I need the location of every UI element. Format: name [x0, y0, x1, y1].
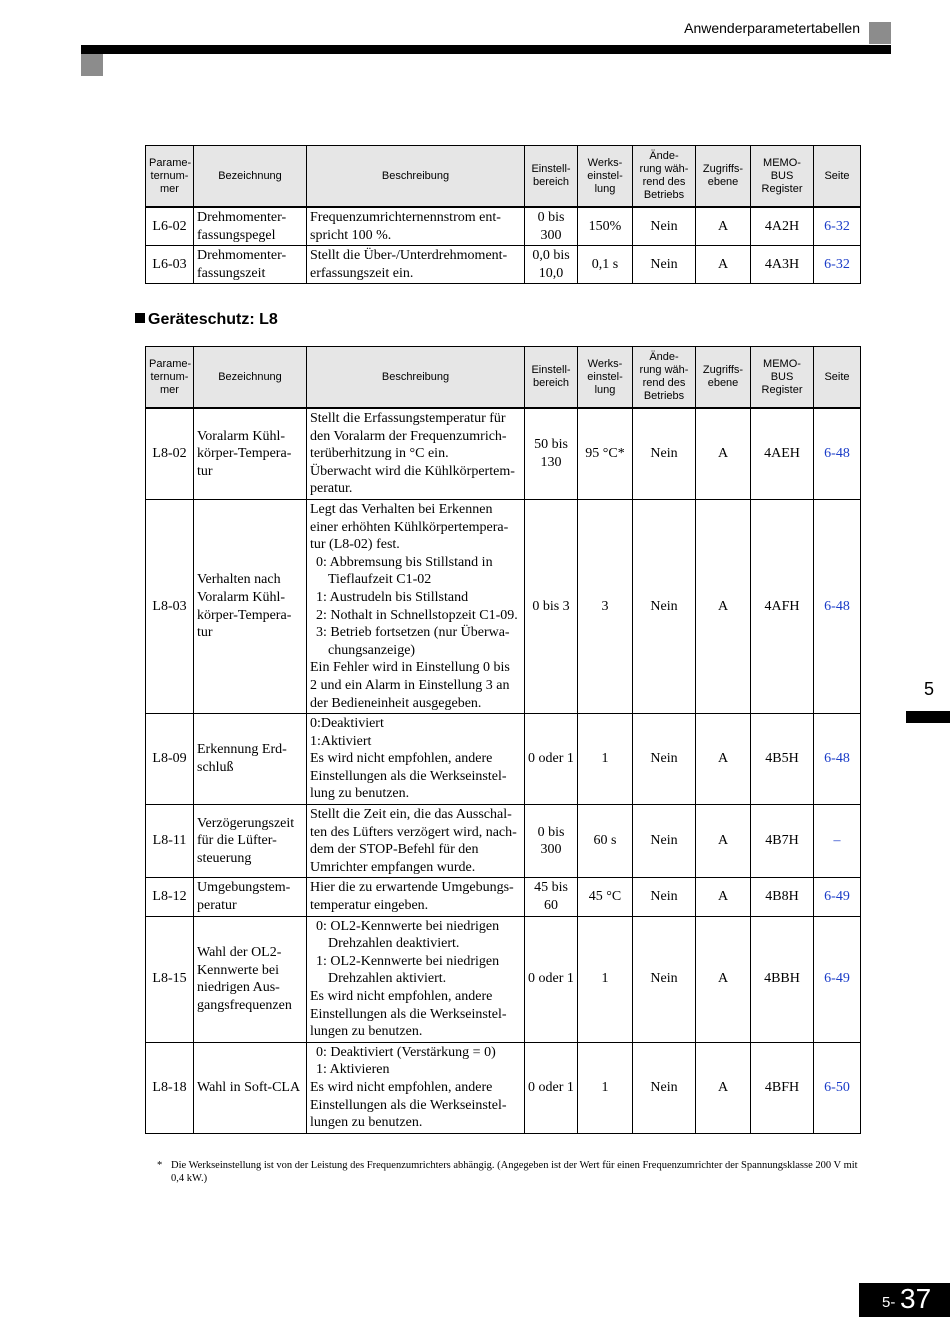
setting-range-line: 130 [540, 454, 562, 470]
parameter-description-line: Umrichter empfangen wurde. [310, 859, 476, 875]
column-header-line: ternum- [150, 370, 189, 383]
column-header-default [578, 347, 633, 409]
setting-range-line: 0 bis [537, 210, 565, 225]
chapter-tab-number: 5 [923, 679, 934, 699]
column-header-line: Einstell- [531, 364, 571, 376]
parameter-description-line: Es wird nicht empfohlen, andere [310, 989, 493, 1004]
column-header-line: Seite [824, 169, 850, 182]
table-row [146, 246, 861, 284]
column-header-line: rung wäh- [639, 364, 689, 376]
column-header-line: Betriebs [643, 189, 685, 201]
parameter-description-line: dem der STOP-Befehl für den [310, 842, 479, 858]
parameter-description-line: einer erhöhten Kühlkörpertempera- [310, 519, 509, 535]
parameter-number: L6-02 [146, 207, 194, 246]
factory-default: 45 °C [578, 878, 633, 916]
header-square-left [81, 54, 103, 76]
table-row [146, 714, 861, 805]
parameter-description-line: Ein Fehler wird in Einstellung 0 bis [310, 660, 510, 676]
header-rule [81, 45, 891, 54]
column-header-line: Register [761, 182, 803, 195]
parameter-description-line: 1: OL2-Kennwerte bei niedrigen [316, 953, 500, 969]
column-header-page [814, 146, 861, 208]
footnote-marker: * [157, 1160, 163, 1171]
column-header-line: einstel- [587, 169, 623, 182]
parameter-description-line: Einstellungen als die Werkseinstel- [310, 1006, 507, 1022]
setting-range [525, 246, 578, 284]
column-header-line: Seite [824, 370, 850, 383]
change-during-operation: Nein [633, 246, 696, 284]
column-header-line: BUS [770, 169, 794, 182]
parameter-name-line: schluß [197, 760, 234, 776]
parameter-name-line: Voralarm Kühl- [197, 589, 285, 605]
parameter-description-line: erfassungszeit ein. [310, 265, 414, 281]
column-header-line: rung wäh- [639, 163, 689, 175]
parameter-description [307, 714, 525, 805]
parameter-description-line: lungen zu benutzen. [310, 1024, 423, 1040]
table-row [146, 408, 861, 499]
access-level: A [696, 878, 751, 916]
change-during-operation: Nein [633, 1042, 696, 1133]
parameter-table-l8 [145, 346, 861, 1134]
parameter-name-line: tur [197, 463, 213, 479]
parameter-description-line: 1: Aktivieren [316, 1062, 390, 1078]
parameter-name-line: Verhalten nach [197, 572, 281, 588]
parameter-name-line: gangsfrequenzen [197, 997, 292, 1013]
setting-range-line: 60 [544, 898, 558, 914]
setting-range [525, 207, 578, 246]
parameter-description-line: Einstellungen als die Werkseinstel- [310, 1097, 507, 1113]
parameter-name-line: Wahl der OL2- [197, 945, 282, 961]
setting-range-line: 0 bis 3 [532, 598, 570, 614]
parameter-name-line: Erkennung Erd- [197, 742, 287, 758]
column-header-access [696, 146, 751, 208]
access-level: A [696, 916, 751, 1042]
parameter-description-line: 0: Abbremsung bis Stillstand in [316, 554, 493, 570]
column-header-line: Werks- [587, 357, 623, 370]
parameter-name [194, 499, 307, 713]
page-reference: 6-48 [814, 714, 861, 805]
parameter-name-line: Drehmomenter- [197, 248, 287, 264]
table-row [146, 805, 861, 878]
change-during-operation: Nein [633, 714, 696, 805]
parameter-name-line: fassungszeit [197, 265, 266, 281]
setting-range-line: 10,0 [538, 265, 564, 281]
column-header-line: bereich [532, 377, 570, 389]
column-header-num [146, 347, 194, 409]
column-header-memobus [751, 347, 814, 409]
parameter-name [194, 408, 307, 499]
parameter-description-line: 2: Nothalt in Schnellstopzeit C1-09. [316, 607, 518, 623]
factory-default: 3 [578, 499, 633, 713]
column-header-line: Werks- [587, 156, 623, 169]
parameter-description-line: Stellt die Erfassungstemperatur für [310, 411, 506, 426]
parameter-number: L8-11 [146, 805, 194, 878]
parameter-name [194, 246, 307, 284]
parameter-description [307, 878, 525, 916]
parameter-description-line: Einstellungen als die Werkseinstel- [310, 768, 507, 784]
column-header-num [146, 146, 194, 208]
factory-default: 1 [578, 714, 633, 805]
page-reference: 6-49 [814, 916, 861, 1042]
column-header-memobus [751, 146, 814, 208]
setting-range-line: 45 bis [534, 880, 568, 896]
factory-default: 95 °C* [578, 408, 633, 499]
parameter-name [194, 916, 307, 1042]
parameter-name-line: Kennwerte bei [197, 962, 280, 978]
change-during-operation: Nein [633, 916, 696, 1042]
memobus-register: 4B7H [751, 805, 814, 878]
parameter-name [194, 207, 307, 246]
column-header-line: rend des [642, 176, 686, 188]
column-header-line: Bezeichnung [218, 370, 282, 383]
page-reference: 6-48 [814, 408, 861, 499]
setting-range [525, 499, 578, 713]
page-number-box [859, 1283, 950, 1317]
setting-range [525, 1042, 578, 1133]
page-reference: 6-50 [814, 1042, 861, 1133]
parameter-number: L8-18 [146, 1042, 194, 1133]
setting-range-line: 0 bis [537, 824, 565, 840]
parameter-name-line: Drehmomenter- [197, 210, 287, 225]
column-header-line: Beschreibung [381, 169, 450, 182]
page-reference: 6-32 [814, 246, 861, 284]
factory-default: 1 [578, 1042, 633, 1133]
parameter-description-line: terüberhitzung in °C ein. [310, 446, 449, 462]
column-header-line: Beschreibung [381, 370, 450, 383]
factory-default: 150% [578, 207, 633, 246]
column-header-line: einstel- [587, 370, 623, 383]
footnote-text: Die Werkseinstellung ist von der Leistung des Frequenzumrichters abhängig. (Angegeben ist der Wert für einen Frequenzumrichter der Spannungsklasse 200 V mit 0,4 kW.) [171, 1160, 858, 1184]
page-reference: 6-48 [814, 499, 861, 713]
column-header-line: MEMO- [763, 357, 801, 370]
setting-range [525, 916, 578, 1042]
parameter-description-line: 1: Austrudeln bis Stillstand [316, 589, 469, 605]
parameter-name-line: steuerung [197, 851, 252, 867]
page-reference: – [814, 805, 861, 878]
parameter-name-line: körper-Tempera- [197, 446, 292, 462]
parameter-description [307, 499, 525, 713]
parameter-name [194, 1042, 307, 1133]
setting-range-line: 0 oder 1 [528, 751, 574, 767]
factory-default: 60 s [578, 805, 633, 878]
change-during-operation: Nein [633, 207, 696, 246]
section-heading [135, 311, 278, 329]
parameter-name-line: Voralarm Kühl- [197, 428, 285, 444]
column-header-line: Parame- [149, 357, 192, 370]
change-during-operation: Nein [633, 499, 696, 713]
memobus-register: 4BFH [751, 1042, 814, 1133]
column-header-line: BUS [770, 370, 794, 383]
parameter-number: L6-03 [146, 246, 194, 284]
parameter-description-line: lungen zu benutzen. [310, 1115, 423, 1131]
column-header-line: Einstell- [531, 163, 571, 175]
parameter-description-line: Hier die zu erwartende Umgebungs- [310, 880, 514, 896]
parameter-description-line: Es wird nicht empfohlen, andere [310, 751, 493, 767]
parameter-table-l6 [145, 145, 861, 284]
table-row [146, 499, 861, 713]
setting-range [525, 408, 578, 499]
parameter-description-line: Stellt die Über-/Unterdrehmoment- [310, 248, 508, 264]
parameter-number: L8-03 [146, 499, 194, 713]
parameter-description-line: Frequenzumrichternennstrom ent- [310, 210, 501, 225]
access-level: A [696, 805, 751, 878]
parameter-description-line: 0:Deaktiviert [310, 716, 384, 732]
table-row [146, 207, 861, 246]
column-header-line: ebene [707, 377, 739, 389]
setting-range-line: 300 [540, 842, 562, 858]
memobus-register: 4BBH [751, 916, 814, 1042]
parameter-description [307, 408, 525, 499]
parameter-name [194, 878, 307, 916]
setting-range [525, 878, 578, 916]
column-header-page [814, 347, 861, 409]
parameter-description-line: Tieflaufzeit C1-02 [328, 572, 432, 588]
parameter-description-line: chungsanzeige) [328, 642, 416, 658]
parameter-description-line: ten des Lüfters verzögert wird, nach- [310, 824, 517, 840]
page-reference: 6-32 [814, 207, 861, 246]
memobus-register: 4A3H [751, 246, 814, 284]
column-header-line: bereich [532, 176, 570, 188]
change-during-operation: Nein [633, 408, 696, 499]
column-header-line: lung [594, 383, 616, 396]
column-header-change [633, 347, 696, 409]
column-header-default [578, 146, 633, 208]
parameter-name [194, 805, 307, 878]
column-header-line: Parame- [149, 156, 192, 169]
column-header-line: MEMO- [763, 156, 801, 169]
memobus-register: 4B8H [751, 878, 814, 916]
setting-range-line: 0,0 bis [532, 248, 570, 264]
parameter-description-line: Drehzahlen aktiviert. [328, 971, 447, 987]
parameter-description-line: Legt das Verhalten bei Erkennen [310, 501, 493, 517]
bullet-square-icon [135, 313, 145, 323]
table-row [146, 878, 861, 916]
memobus-register: 4B5H [751, 714, 814, 805]
chapter-tab-bar [906, 711, 950, 723]
parameter-name-line: peratur [197, 898, 237, 914]
parameter-name-line: niedrigen Aus- [197, 980, 280, 996]
parameter-description-line: 0: OL2-Kennwerte bei niedrigen [316, 918, 500, 934]
parameter-number: L8-12 [146, 878, 194, 916]
column-header-line: Betriebs [643, 390, 685, 402]
column-header-line: Zugriffs- [702, 163, 744, 175]
column-header-line: Ände- [649, 351, 679, 363]
parameter-description-line: 3: Betrieb fortsetzen (nur Überwa- [316, 625, 510, 641]
parameter-description-line: tur (L8-02) fest. [310, 537, 400, 553]
column-header-line: Register [761, 383, 803, 396]
page-reference: 6-49 [814, 878, 861, 916]
setting-range [525, 714, 578, 805]
access-level: A [696, 207, 751, 246]
parameter-description-line: spricht 100 %. [310, 227, 392, 243]
page-number: 37 [900, 1283, 932, 1314]
parameter-description-line: 2 und ein Alarm in Einstellung 3 an [310, 677, 510, 693]
change-during-operation: Nein [633, 805, 696, 878]
parameter-description-line: 0: Deaktiviert (Verstärkung = 0) [316, 1044, 496, 1060]
column-header-line: Zugriffs- [702, 364, 744, 376]
parameter-name-line: Verzögerungszeit [197, 815, 295, 831]
parameter-description-line: peratur. [310, 481, 353, 497]
parameter-description [307, 916, 525, 1042]
page-chapter: 5- [882, 1294, 896, 1311]
running-header-title: Anwenderparametertabellen [684, 20, 860, 36]
parameter-number: L8-15 [146, 916, 194, 1042]
parameter-name-line: tur [197, 625, 213, 641]
column-header-desc [307, 347, 525, 409]
parameter-description-line: temperatur eingeben. [310, 898, 429, 914]
column-header-line: lung [594, 182, 616, 195]
table-row [146, 916, 861, 1042]
parameter-number: L8-02 [146, 408, 194, 499]
column-header-line: ternum- [150, 169, 189, 182]
column-header-range [525, 146, 578, 208]
column-header-access [696, 347, 751, 409]
column-header-desc [307, 146, 525, 208]
header-square [869, 22, 891, 44]
parameter-description-line: Drehzahlen deaktiviert. [328, 936, 460, 952]
access-level: A [696, 1042, 751, 1133]
parameter-description-line: 1:Aktiviert [310, 733, 372, 749]
access-level: A [696, 246, 751, 284]
column-header-line: Bezeichnung [218, 169, 282, 182]
column-header-line: mer [160, 383, 179, 396]
column-header-range [525, 347, 578, 409]
section-title: Geräteschutz: L8 [148, 311, 278, 328]
column-header-change [633, 146, 696, 208]
parameter-description [307, 246, 525, 284]
parameter-number: L8-09 [146, 714, 194, 805]
memobus-register: 4A2H [751, 207, 814, 246]
column-header-name [194, 146, 307, 208]
setting-range [525, 805, 578, 878]
parameter-description-line: Stellt die Zeit ein, die das Ausschal- [310, 807, 512, 823]
parameter-name-line: Wahl in Soft-CLA [197, 1079, 301, 1095]
parameter-description-line: lung zu benutzen. [310, 786, 410, 802]
parameter-description-line: der Bedieneinheit ausgegeben. [310, 695, 482, 711]
setting-range-line: 0 oder 1 [528, 971, 574, 987]
access-level: A [696, 714, 751, 805]
parameter-description-line: Überwacht wird die Kühlkörpertem- [310, 463, 515, 479]
parameter-description-line: Es wird nicht empfohlen, andere [310, 1079, 493, 1095]
parameter-description-line: den Voralarm der Frequenzumrich- [310, 428, 507, 444]
column-header-name [194, 347, 307, 409]
access-level: A [696, 408, 751, 499]
setting-range-line: 0 oder 1 [528, 1079, 574, 1095]
table-row [146, 1042, 861, 1133]
parameter-description [307, 805, 525, 878]
memobus-register: 4AEH [751, 408, 814, 499]
column-header-line: Ände- [649, 150, 679, 162]
factory-default: 0,1 s [578, 246, 633, 284]
parameter-name-line: für die Lüfter- [197, 833, 277, 849]
factory-default: 1 [578, 916, 633, 1042]
column-header-line: mer [160, 182, 179, 195]
parameter-name [194, 714, 307, 805]
change-during-operation: Nein [633, 878, 696, 916]
column-header-line: rend des [642, 377, 686, 389]
setting-range-line: 300 [540, 227, 562, 243]
parameter-description [307, 207, 525, 246]
footnote [157, 1159, 862, 1185]
parameter-name-line: körper-Tempera- [197, 607, 292, 623]
access-level: A [696, 499, 751, 713]
parameter-name-line: fassungspegel [197, 227, 276, 243]
setting-range-line: 50 bis [534, 437, 568, 453]
parameter-name-line: Umgebungstem- [197, 880, 291, 896]
parameter-description [307, 1042, 525, 1133]
column-header-line: ebene [707, 176, 739, 188]
memobus-register: 4AFH [751, 499, 814, 713]
